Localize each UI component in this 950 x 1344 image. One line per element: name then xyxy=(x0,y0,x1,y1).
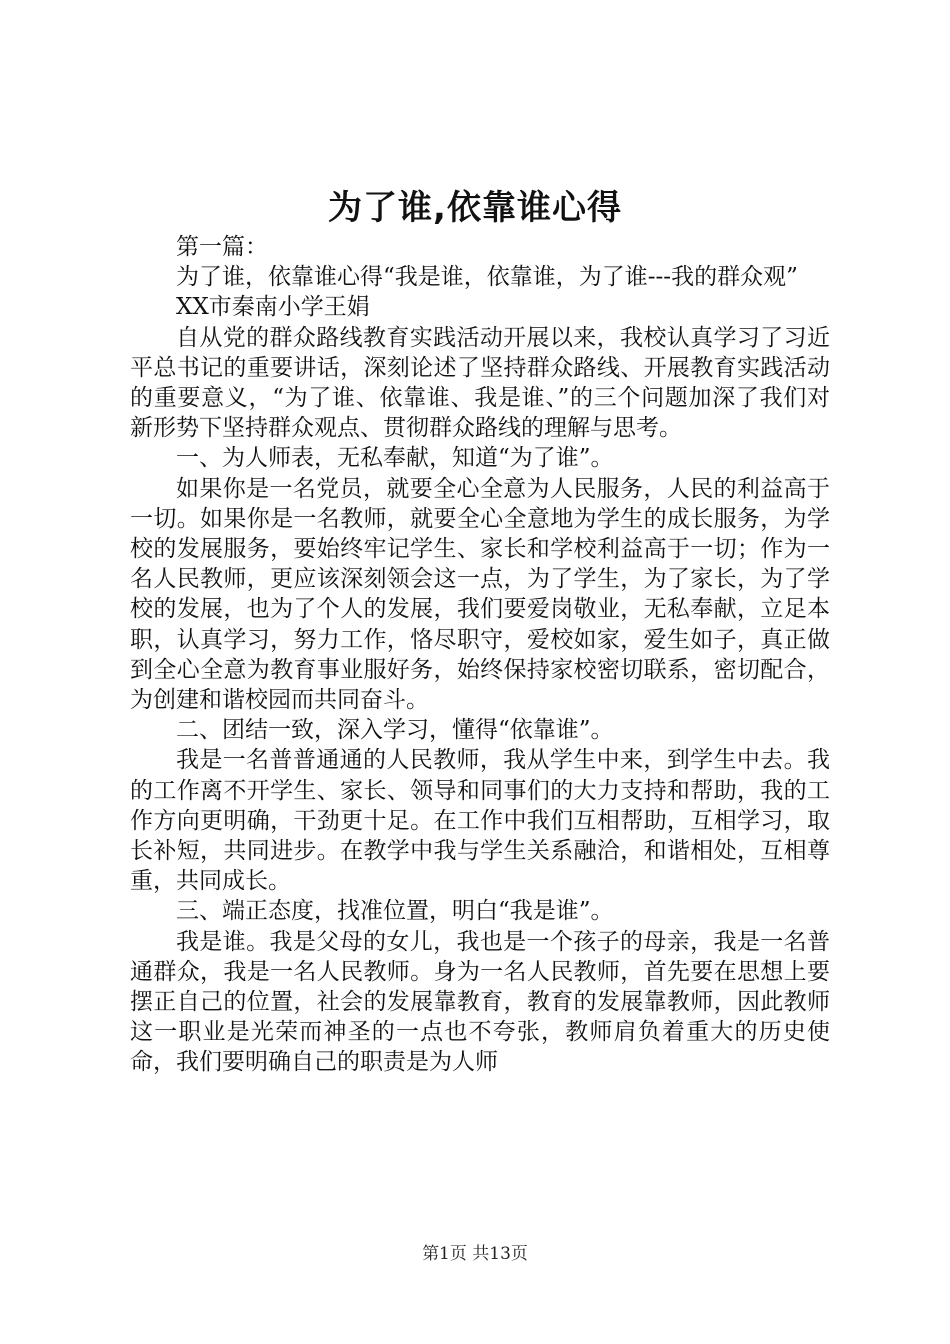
page-footer: 第1页 共13页 xyxy=(422,1244,528,1264)
subheading: 一、为人师表，无私奉献，知道“为了谁”。 xyxy=(176,445,614,472)
section-heading: 第一篇： xyxy=(176,234,268,260)
paragraph: 我是一名普普通通的人民教师，我从学生中来，到学生中去。我的工作离不开学生、家长、领导和同事们的大力支持和帮助，我的工作方向更明确，干劲更十足。在工作中我们互相帮助，互相学习，取长补短，共同进步。在教学中我与学生关系融洽，和谐相处，互相尊重，共同成长。 xyxy=(130,747,830,895)
subheading: 二、团结一致，深入学习，懂得“依靠谁”。 xyxy=(176,717,614,744)
paragraph: 我是谁。我是父母的女儿，我也是一个孩子的母亲，我是一名普通群众，我是一名人民教师。身为一名人民教师，首先要在思想上要摆正自己的位置，社会的发展靠教育，教育的发展靠教师，因此教师这一职业是光荣而神圣的一点也不夸张，教师肩负着重大的历史使命，我们要明确自己的职责是为人师 xyxy=(130,928,830,1076)
document-title: 为了谁,依靠谁心得 xyxy=(328,188,622,228)
paragraph: 为了谁，依靠谁心得“我是谁，依靠谁，为了谁---我的群众观” xyxy=(176,264,798,291)
subheading: 三、端正态度，找准位置，明白“我是谁”。 xyxy=(176,898,614,925)
paragraph: 自从党的群众路线教育实践活动开展以来，我校认真学习了习近平总书记的重要讲话，深刻论述了坚持群众路线、开展教育实践活动的重要意义，“为了谁、依靠谁、我是谁、”的三个问题加深了我们对新形势下坚持群众观点、贯彻群众路线的理解与思考。 xyxy=(130,324,830,442)
document-body xyxy=(130,232,830,1078)
author-line: XX市秦南小学王娟 xyxy=(176,294,370,321)
paragraph: 如果你是一名党员，就要全心全意为人民服务，人民的利益高于一切。如果你是一名教师，就要全心全意地为学生的成长服务，为学校的发展服务，要始终牢记学生、家长和学校利益高于一切；作为一名人民教师，更应该深刻领会这一点，为了学生，为了家长，为了学校的发展，也为了个人的发展，我们要爱岗敬业，无私奉献，立足本职，认真学习，努力工作，恪尽职守，爱校如家，爱生如子，真正做到全心全意为教育事业服好务，始终保持家校密切联系，密切配合，为创建和谐校园而共同奋斗。 xyxy=(130,475,830,714)
